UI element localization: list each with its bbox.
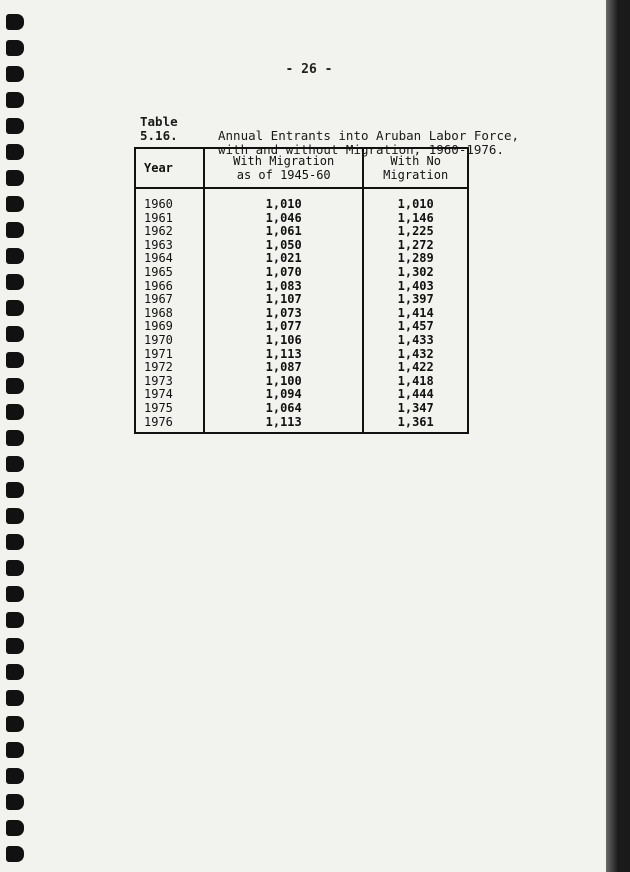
cell-no-migration: 1,432: [363, 348, 468, 362]
table-row: [135, 334, 468, 348]
cell-with-migration: 1,083: [204, 280, 363, 294]
table-label: Table 5.16.: [140, 114, 178, 143]
binding-ring: [6, 560, 24, 576]
cell-with-migration: 1,094: [204, 388, 363, 402]
binding-ring: [6, 820, 24, 836]
cell-year: 1970: [135, 334, 204, 348]
binding-ring: [6, 508, 24, 524]
cell-no-migration: 1,397: [363, 293, 468, 307]
cell-no-migration: 1,225: [363, 225, 468, 239]
header-with-migration: [204, 148, 363, 188]
cell-year: 1961: [135, 212, 204, 226]
cell-no-migration: 1,347: [363, 402, 468, 416]
cell-with-migration: 1,113: [204, 348, 363, 362]
binding-ring: [6, 170, 24, 186]
binding-ring: [6, 456, 24, 472]
binding-ring: [6, 638, 24, 654]
cell-year: 1971: [135, 348, 204, 362]
binding-ring: [6, 274, 24, 290]
binding-ring: [6, 118, 24, 134]
cell-year: 1966: [135, 280, 204, 294]
cell-year: 1967: [135, 293, 204, 307]
binding-ring: [6, 352, 24, 368]
binding-ring: [6, 378, 24, 394]
cell-with-migration: 1,107: [204, 293, 363, 307]
binding-ring: [6, 794, 24, 810]
binding-ring: [6, 612, 24, 628]
spiral-binding: [0, 0, 30, 872]
binding-ring: [6, 586, 24, 602]
header-with-migration-line-2: as of 1945-60: [236, 168, 331, 182]
cell-with-migration: 1,070: [204, 266, 363, 280]
cell-with-migration: 1,106: [204, 334, 363, 348]
cell-year: 1965: [135, 266, 204, 280]
cell-with-migration: 1,077: [204, 320, 363, 334]
binding-ring: [6, 196, 24, 212]
table-body: [135, 188, 468, 433]
binding-ring: [6, 222, 24, 238]
table-row: [135, 225, 468, 239]
table-row: [135, 320, 468, 334]
labor-force-table: [134, 147, 469, 434]
table-header-row: [135, 148, 468, 188]
binding-ring: [6, 664, 24, 680]
binding-ring: [6, 716, 24, 732]
binding-ring: [6, 326, 24, 342]
table-row: [135, 416, 468, 434]
table-row: [135, 307, 468, 321]
cell-with-migration: 1,064: [204, 402, 363, 416]
cell-with-migration: 1,050: [204, 239, 363, 253]
page-number: - 26 -: [285, 62, 333, 77]
header-no-migration-line-1: With No: [390, 154, 441, 168]
cell-with-migration: 1,087: [204, 361, 363, 375]
header-year: Year: [135, 148, 204, 188]
binding-ring: [6, 430, 24, 446]
header-no-migration: [363, 148, 468, 188]
cell-with-migration: 1,046: [204, 212, 363, 226]
cell-year: 1964: [135, 252, 204, 266]
cell-year: 1963: [135, 239, 204, 253]
cell-no-migration: 1,422: [363, 361, 468, 375]
table-row: [135, 402, 468, 416]
header-no-migration-line-2: Migration: [383, 168, 449, 182]
cell-no-migration: 1,361: [363, 416, 468, 434]
cell-no-migration: 1,444: [363, 388, 468, 402]
cell-with-migration: 1,010: [204, 188, 363, 212]
cell-no-migration: 1,010: [363, 188, 468, 212]
table-row: [135, 361, 468, 375]
table-row: [135, 252, 468, 266]
cell-with-migration: 1,021: [204, 252, 363, 266]
table-row: [135, 293, 468, 307]
cell-no-migration: 1,433: [363, 334, 468, 348]
table-row: [135, 212, 468, 226]
cell-year: 1969: [135, 320, 204, 334]
table-title-line-2: with and without Migration, 1960-1976.: [218, 142, 504, 157]
binding-ring: [6, 40, 24, 56]
cell-year: 1973: [135, 375, 204, 389]
table-row: [135, 388, 468, 402]
binding-ring: [6, 690, 24, 706]
cell-year: 1960: [135, 188, 204, 212]
cell-year: 1972: [135, 361, 204, 375]
table-row: [135, 239, 468, 253]
table-row: [135, 375, 468, 389]
binding-ring: [6, 482, 24, 498]
binding-ring: [6, 92, 24, 108]
cell-no-migration: 1,272: [363, 239, 468, 253]
binding-ring: [6, 300, 24, 316]
cell-no-migration: 1,289: [363, 252, 468, 266]
cell-no-migration: 1,146: [363, 212, 468, 226]
cell-with-migration: 1,061: [204, 225, 363, 239]
cell-year: 1962: [135, 225, 204, 239]
table-row: [135, 280, 468, 294]
cell-no-migration: 1,302: [363, 266, 468, 280]
binding-ring: [6, 14, 24, 30]
cell-no-migration: 1,403: [363, 280, 468, 294]
binding-ring: [6, 846, 24, 862]
binding-ring: [6, 768, 24, 784]
cell-year: 1976: [135, 416, 204, 434]
table-row: [135, 188, 468, 212]
header-with-migration-line-1: With Migration: [233, 154, 335, 168]
cell-no-migration: 1,418: [363, 375, 468, 389]
cell-with-migration: 1,100: [204, 375, 363, 389]
cell-with-migration: 1,113: [204, 416, 363, 434]
cell-year: 1974: [135, 388, 204, 402]
cell-year: 1975: [135, 402, 204, 416]
binding-ring: [6, 144, 24, 160]
page-edge-shadow: [606, 0, 618, 872]
binding-ring: [6, 404, 24, 420]
binding-ring: [6, 742, 24, 758]
cell-no-migration: 1,457: [363, 320, 468, 334]
cell-with-migration: 1,073: [204, 307, 363, 321]
binding-ring: [6, 248, 24, 264]
table-title-line-1: Annual Entrants into Aruban Labor Force,: [218, 128, 520, 143]
table-row: [135, 266, 468, 280]
binding-ring: [6, 534, 24, 550]
table-row: [135, 348, 468, 362]
cell-no-migration: 1,414: [363, 307, 468, 321]
cell-year: 1968: [135, 307, 204, 321]
